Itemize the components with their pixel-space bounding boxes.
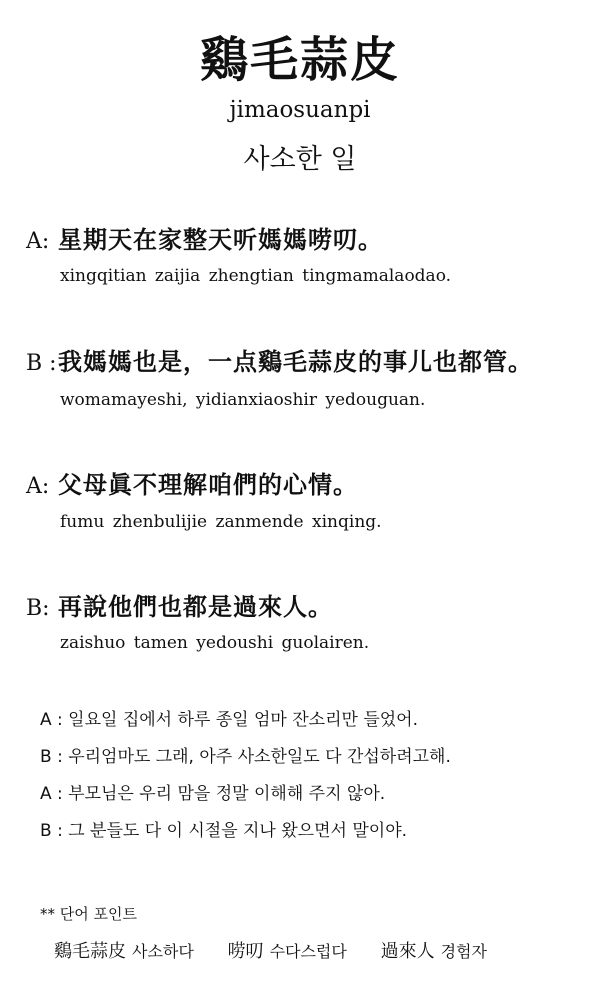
speaker-label: B: — [26, 596, 50, 621]
vocab-item — [54, 937, 194, 963]
speaker-label: B : — [26, 351, 57, 376]
dialogue-hanzi: 我媽媽也是，一点鷄毛蒜皮的事儿也都管。 — [58, 347, 533, 376]
vocab-korean: 수다스럽다 — [269, 942, 347, 961]
dialogue-line-3 — [26, 465, 596, 500]
vocab-hanzi: 唠叨 — [227, 941, 264, 962]
dialogue-pinyin-4: zaishuo tamen yedoushi guolairen. — [60, 633, 370, 653]
dialogue-pinyin-2: womamayeshi, yidianxiaoshir yedouguan. — [60, 390, 426, 410]
dialogue-hanzi: 父母眞不理解咱們的心情。 — [58, 470, 358, 499]
korean-line-1: A : 일요일 집에서 하루 종일 엄마 잔소리만 들었어. — [40, 710, 419, 730]
vocab-korean: 사소하다 — [132, 942, 194, 961]
vocab-hanzi: 鷄毛蒜皮 — [54, 941, 126, 962]
title-pinyin: jimaosuanpi — [229, 97, 371, 123]
korean-line-3: A : 부모님은 우리 맘을 정말 이해해 주지 않아. — [40, 784, 386, 804]
dialogue-pinyin-1: xingqitian zaijia zhengtian tingmamalaodao. — [60, 266, 452, 286]
dialogue-hanzi: 星期天在家整天听媽媽唠叨。 — [58, 225, 383, 254]
dialogue-hanzi: 再說他們也都是過來人。 — [58, 592, 333, 621]
title-korean: 사소한 일 — [243, 144, 357, 175]
korean-line-4: B : 그 분들도 다 이 시절을 지나 왔으면서 말이야. — [40, 821, 408, 841]
dialogue-line-1 — [26, 220, 596, 255]
dialogue-pinyin-3: fumu zhenbulijie zanmende xinqing. — [60, 512, 382, 532]
page-title: 鷄毛蒜皮 — [199, 32, 400, 88]
vocab-list — [54, 937, 594, 963]
speaker-label: A: — [26, 229, 50, 254]
dialogue-line-4 — [26, 587, 596, 622]
dialogue-line-2 — [26, 342, 596, 377]
vocab-korean: 경험자 — [440, 942, 487, 961]
speaker-label: A: — [26, 474, 50, 499]
vocab-item — [228, 937, 347, 963]
vocab-header: ** 단어 포인트 — [40, 905, 137, 923]
vocab-item — [381, 937, 487, 963]
vocab-hanzi: 過來人 — [380, 941, 435, 962]
korean-line-2: B : 우리엄마도 그래, 아주 사소한일도 다 간섭하려고해. — [40, 747, 451, 767]
